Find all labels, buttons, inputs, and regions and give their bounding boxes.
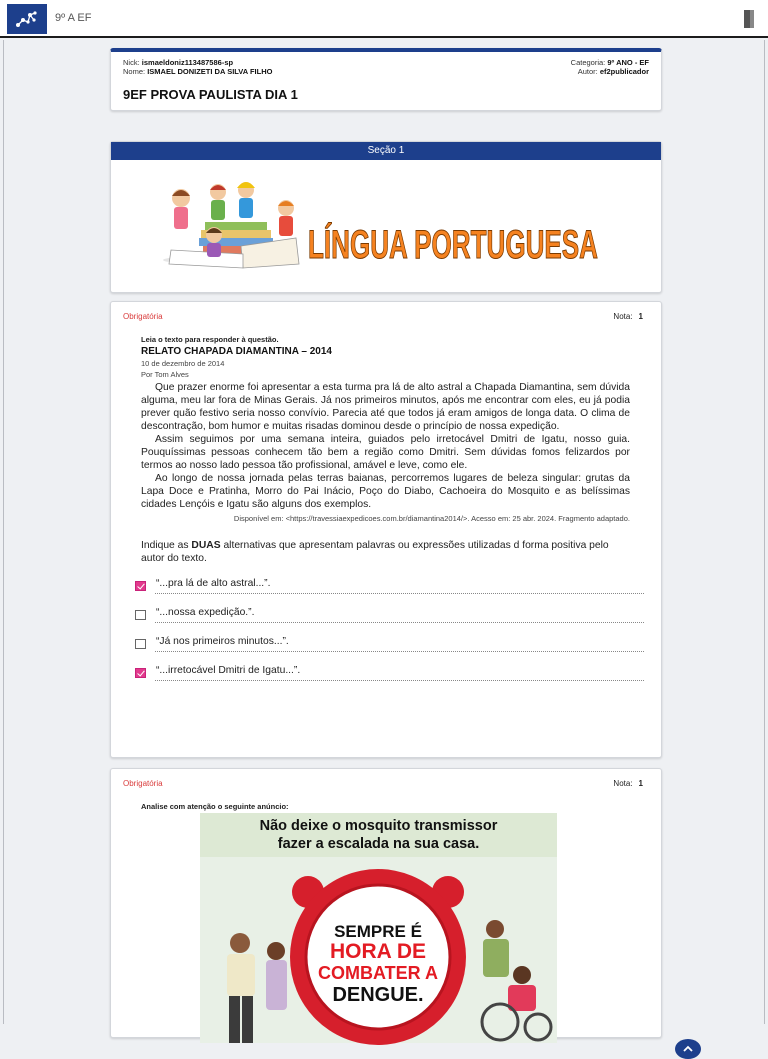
option-4[interactable]	[141, 658, 630, 687]
text-source: Disponível em: <https://travessiaexpedicoes.com.br/diamantina2014/>. Acesso em: 25 abr. 2024. Fragmento adaptado.	[233, 514, 630, 523]
grade-value: 1	[638, 312, 643, 321]
option-label[interactable]: “...irretocável Dmitri de Igatu...”.	[156, 665, 301, 676]
author-value: ef2publicador	[599, 67, 649, 76]
top-bar	[0, 0, 768, 38]
option-underline	[155, 651, 644, 652]
ad-clock-text: COMBATER A	[318, 963, 438, 983]
dengue-ad-image	[200, 813, 557, 1043]
class-name: 9º A EF	[55, 12, 92, 24]
category-line	[571, 58, 649, 67]
text-title: RELATO CHAPADA DIAMANTINA – 2014	[141, 346, 332, 357]
answer-options	[141, 571, 630, 687]
nick-line	[123, 58, 233, 67]
exam-header-card	[110, 48, 662, 111]
option-label[interactable]: “...pra lá de alto astral...”.	[156, 578, 271, 589]
prompt-text: Indique as	[141, 540, 192, 551]
prompt-emphasis: DUAS	[191, 540, 221, 551]
ad-clock-text: DENGUE.	[332, 984, 424, 1006]
question-instruction: Leia o texto para responder à questão.	[141, 335, 279, 344]
ad-headline	[200, 813, 557, 857]
grade	[613, 779, 643, 788]
option-2[interactable]	[141, 600, 630, 629]
option-underline	[155, 622, 644, 623]
author-line	[578, 67, 649, 76]
exit-door-icon[interactable]	[742, 9, 756, 29]
scroll-to-top-button[interactable]	[675, 1039, 701, 1059]
option-label[interactable]: “...nossa expedição.”.	[156, 607, 255, 618]
category-value: 9º ANO - EF	[607, 58, 649, 67]
question-card-2	[110, 768, 662, 1038]
ad-clock-text: SEMPRE É	[334, 922, 422, 941]
text-paragraph: Assim seguimos por uma semana inteira, guiados pelo irretocável Dmitri de Igatu, nosso guia. Pouquíssimas pessoas conhecem tão bem a região como Dmitri. Sem dúvidas fomos felizardos por termos ao nosso lado pessoa tão profissional, amável e leve, como ele.	[141, 434, 630, 471]
exam-title: 9EF PROVA PAULISTA DIA 1	[123, 87, 298, 102]
prompt-text: alternativas que apresentam palavras ou expressões utilizadas d forma positiva pelo autor do texto.	[141, 540, 609, 564]
question-card-1	[110, 301, 662, 758]
section-banner	[111, 160, 754, 294]
option-underline	[155, 680, 644, 681]
grade-label: Nota:	[613, 779, 633, 788]
text-date: 10 de dezembro de 2014	[141, 359, 225, 368]
author-label: Autor:	[577, 67, 598, 76]
ad-headline-line: Não deixe o mosquito transmissor	[259, 818, 498, 834]
nick-value: ismaeldoniz113487586-sp	[141, 58, 234, 67]
ad-clock-text: HORA DE	[329, 940, 427, 963]
banner-title: LÍNGUA PORTUGUESA	[308, 223, 754, 267]
ad-headline-line: fazer a escalada na sua casa.	[277, 836, 480, 852]
name-label: Nome:	[123, 67, 146, 76]
option-checkbox[interactable]	[135, 610, 146, 620]
grade-label: Nota:	[613, 312, 633, 321]
option-checkbox[interactable]	[135, 581, 146, 591]
required-label: Obrigatória	[123, 312, 163, 321]
exam-page	[3, 40, 765, 1024]
books-illustration	[163, 182, 299, 268]
option-checkbox[interactable]	[135, 668, 146, 678]
question-body	[141, 335, 630, 687]
option-1[interactable]	[141, 571, 630, 600]
ad-illustration	[200, 857, 557, 1043]
grade-value: 1	[638, 779, 643, 788]
section-card	[110, 141, 754, 293]
category-label: Categoria:	[570, 58, 606, 67]
constellation-icon	[14, 9, 40, 29]
option-underline	[155, 593, 644, 594]
chevron-up-icon	[683, 1045, 693, 1053]
text-author: Por Tom Alves	[141, 370, 189, 379]
name-value: ISMAEL DONIZETI DA SILVA FILHO	[147, 67, 273, 76]
text-paragraph: Ao longo de nossa jornada pelas terras baianas, percorremos lugares de beleza singular: grutas da Lapa Doce e Pratinha, Morro do Pai Inácio, Poço do Diabo, Cachoeira do Mosquito e as belíssimas cidades Lençóis e Igatu são alguns dos exemplos.	[141, 473, 630, 510]
nick-label: Nick:	[123, 58, 140, 67]
required-label: Obrigatória	[123, 779, 163, 788]
option-3[interactable]	[141, 629, 630, 658]
grade	[613, 312, 643, 321]
option-checkbox[interactable]	[135, 639, 146, 649]
option-label[interactable]: “Já nos primeiros minutos...”.	[156, 636, 289, 647]
question-prompt	[141, 539, 630, 565]
question-instruction: Analise com atenção o seguinte anúncio:	[141, 802, 289, 811]
name-line	[123, 67, 272, 76]
app-logo[interactable]	[7, 4, 47, 34]
section-title: Seção 1	[111, 142, 661, 160]
text-paragraph: Que prazer enorme foi apresentar a esta turma pra lá de alto astral a Chapada Diamantina, sem dúvida alguma, meu lar fora de Minas Gerais. Já nos primeiros minutos, após me encontrar com eles, eu já podia prever quão festivo seria nosso convívio. Parecia até que todos já eram amigos de longa data. O clima de descontração, bom humor e muitas risadas dominou desde o princípio de nossa expedição.	[141, 382, 630, 432]
